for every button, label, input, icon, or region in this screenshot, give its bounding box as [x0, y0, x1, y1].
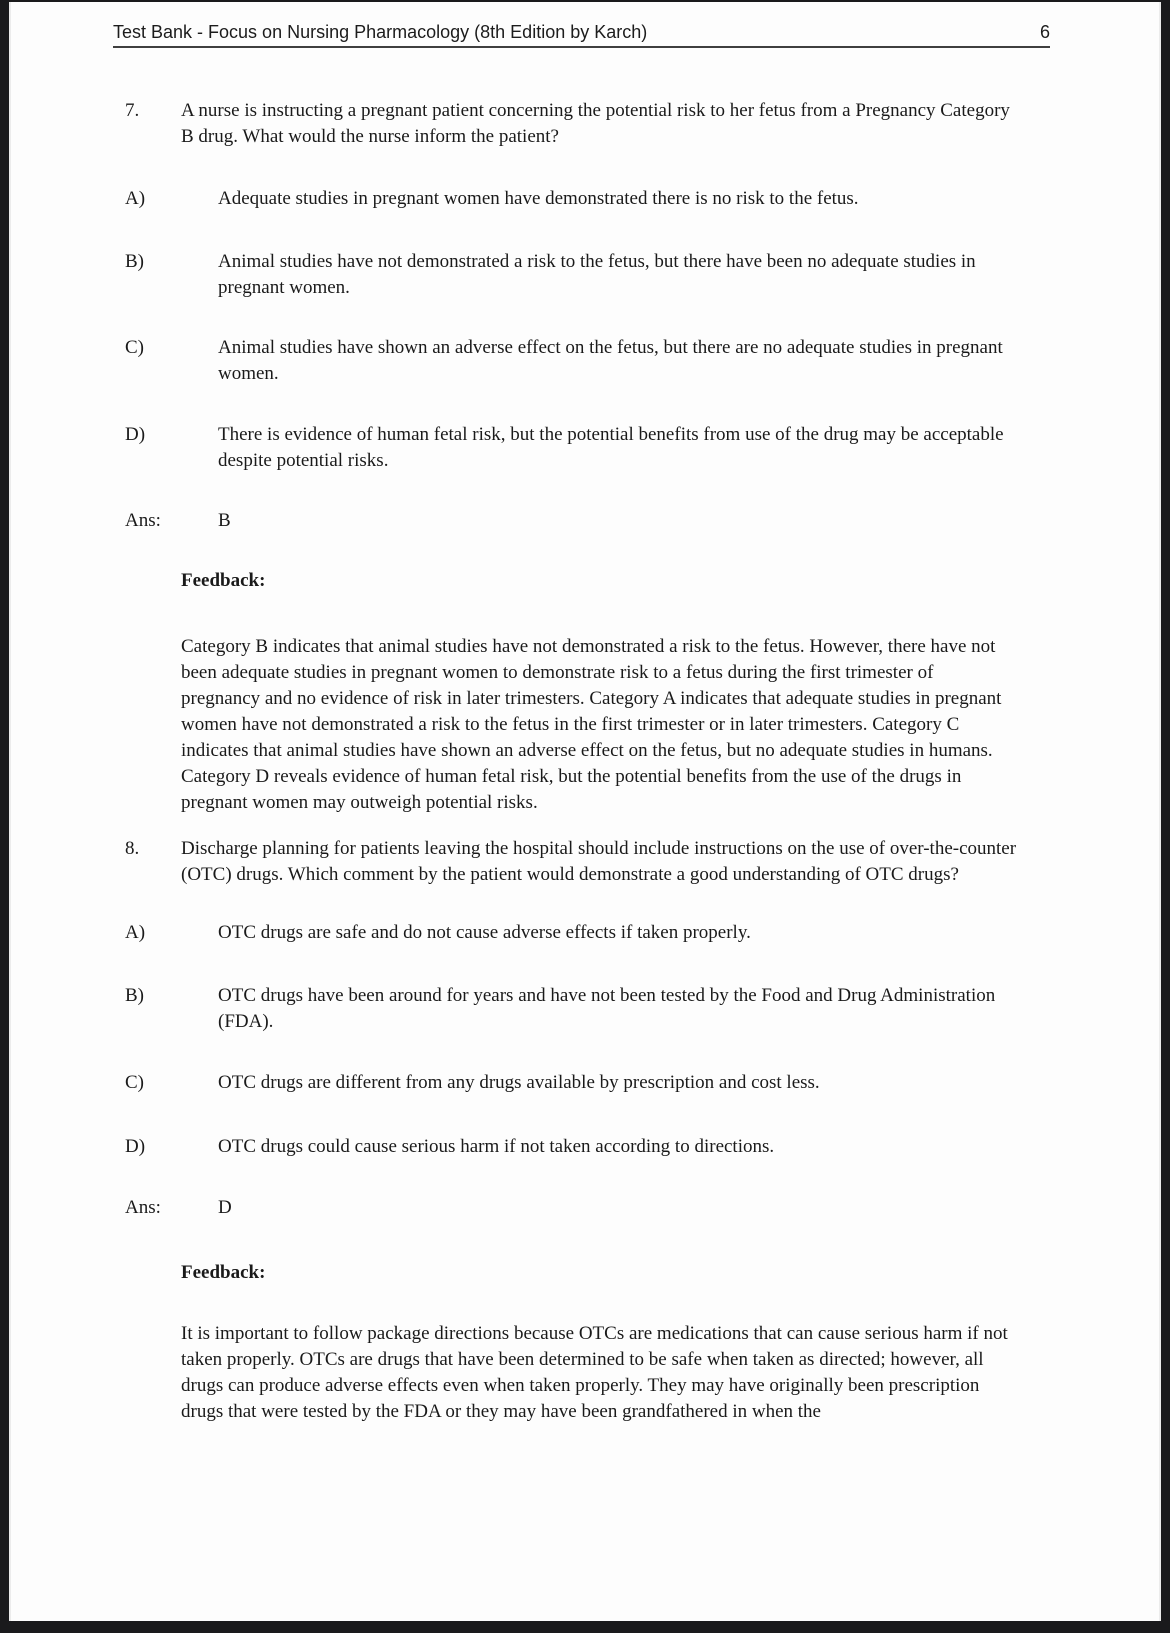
question-number: 7.: [125, 100, 140, 121]
feedback-paragraph-row: [125, 1321, 1017, 1425]
feedback-paragraph: Category B indicates that animal studies have not demonstrated a risk to the fetus. However, there have not been adequate studies in pregnant women to demonstrate risk to a fetus during the first trimester of pregnancy and no evidence of risk in later trimesters. Category A indicates that adequate studies in pregnant women have not demonstrated a risk to the fetus in the first trimester or in later trimesters. Category C indicates that animal studies have shown an adverse effect on the fetus, but no adequate studies in humans. Category D reveals evidence of human fetal risk, but the potential benefits from the use of the drugs in pregnant women may outweigh potential risks.: [181, 636, 1002, 813]
page-header: [113, 22, 1050, 48]
option-label: B): [125, 985, 144, 1006]
option-row: [125, 335, 1017, 387]
feedback-heading-row: [125, 1260, 1017, 1286]
option-row: [125, 920, 1017, 946]
answer-label: Ans:: [125, 510, 161, 531]
question-block: [125, 836, 1017, 888]
page-content: [125, 98, 1017, 1425]
feedback-heading: Feedback:: [181, 570, 266, 591]
option-text: Adequate studies in pregnant women have demonstrated there is no risk to the fetus.: [218, 188, 859, 209]
option-label: A): [125, 188, 146, 209]
header-title: Test Bank - Focus on Nursing Pharmacology (8th Edition by Karch): [113, 22, 648, 42]
option-text: OTC drugs could cause serious harm if not taken according to directions.: [218, 1136, 775, 1157]
answer-value: B: [218, 510, 231, 531]
option-row: [125, 249, 1017, 301]
feedback-heading: Feedback:: [181, 1262, 266, 1283]
answer-row: [125, 1195, 1017, 1221]
option-label: D): [125, 424, 146, 445]
option-label: C): [125, 337, 144, 358]
option-text: There is evidence of human fetal risk, but the potential benefits from use of the drug may be acceptable despite potential risks.: [218, 424, 1004, 471]
option-row: [125, 1070, 1017, 1096]
option-label: C): [125, 1072, 144, 1093]
answer-label: Ans:: [125, 1197, 161, 1218]
question-number: 8.: [125, 838, 140, 859]
answer-value: D: [218, 1197, 232, 1218]
question-text: A nurse is instructing a pregnant patient concerning the potential risk to her fetus from a Pregnancy Category B drug. What would the nurse inform the patient?: [181, 100, 1010, 147]
feedback-heading-row: [125, 568, 1017, 594]
option-row: [125, 186, 1017, 212]
option-text: OTC drugs are safe and do not cause adverse effects if taken properly.: [218, 922, 751, 943]
option-text: Animal studies have shown an adverse effect on the fetus, but there are no adequate studies in pregnant women.: [218, 337, 1003, 384]
feedback-paragraph: It is important to follow package directions because OTCs are medications that can cause serious harm if not taken properly. OTCs are drugs that have been determined to be safe when taken as directed; however, all drugs can produce adverse effects even when taken properly. They may have originally been prescription drugs that were tested by the FDA or they may have been grandfathered in when the: [181, 1323, 1008, 1422]
feedback-paragraph-row: [125, 634, 1017, 816]
option-label: A): [125, 922, 146, 943]
option-text: OTC drugs are different from any drugs available by prescription and cost less.: [218, 1072, 820, 1093]
option-row: [125, 422, 1017, 474]
option-row: [125, 983, 1017, 1035]
answer-row: [125, 508, 1017, 534]
document-page: [9, 2, 1161, 1621]
option-text: Animal studies have not demonstrated a risk to the fetus, but there have been no adequate studies in pregnant women.: [218, 251, 976, 298]
question-block: [125, 98, 1017, 150]
option-label: D): [125, 1136, 146, 1157]
page-number: 6: [1039, 22, 1050, 42]
option-row: [125, 1134, 1017, 1160]
option-label: B): [125, 251, 144, 272]
option-text: OTC drugs have been around for years and have not been tested by the Food and Drug Administration (FDA).: [218, 985, 996, 1032]
question-text: Discharge planning for patients leaving the hospital should include instructions on the use of over-the-counter (OTC) drugs. Which comment by the patient would demonstrate a good understanding of OTC drugs?: [181, 838, 1017, 885]
